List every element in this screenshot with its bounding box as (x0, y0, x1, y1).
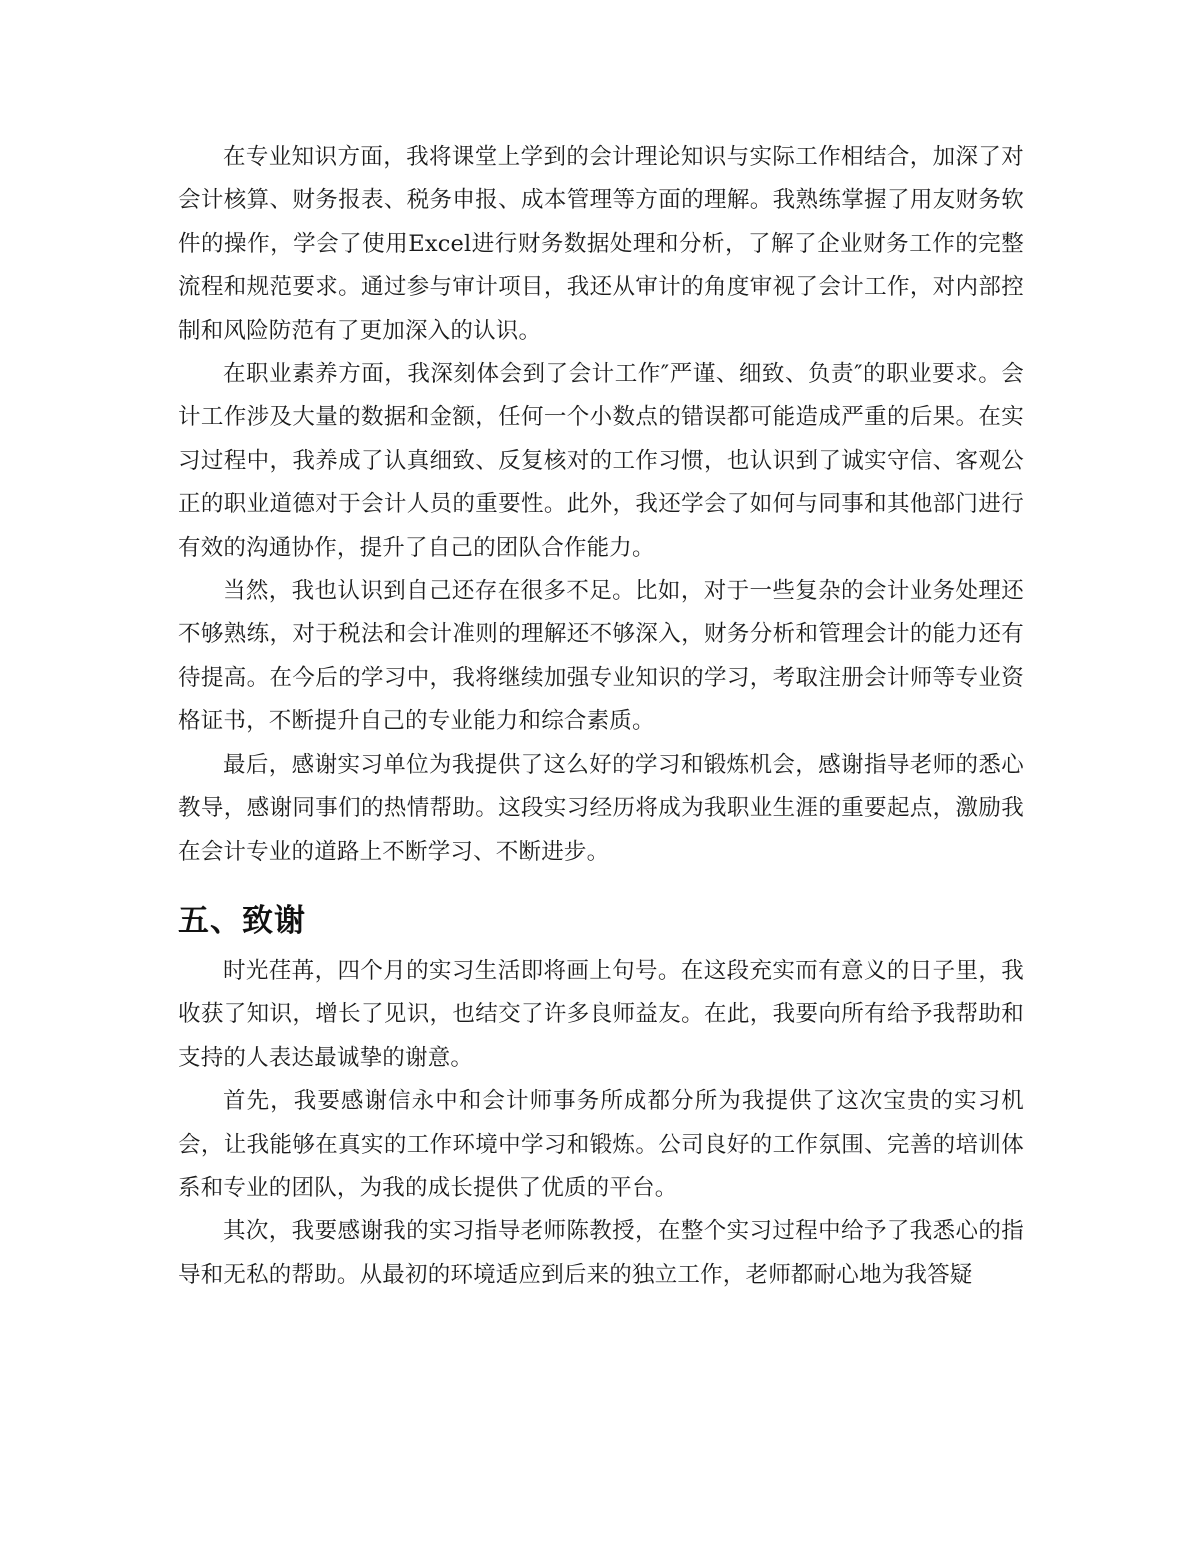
document-body (178, 136, 1024, 1297)
paragraph-acknowledgement-advisor: 其次，我要感谢我的实习指导老师陈教授，在整个实习过程中给予了我悉心的指导和无私的帮助。从最初的环境适应到后来的独立工作，老师都耐心地为我答疑 (178, 1218, 1024, 1288)
section-heading-acknowledgements: 五、致谢 (178, 902, 306, 939)
paragraph-professional-ethics: 在职业素养方面，我深刻体会到了会计工作″严谨、细致、负责″的职业要求。会计工作涉及大量的数据和金额，任何一个小数点的错误都可能造成严重的后果。在实习过程中，我养成了认真细致、反复核对的工作习惯，也认识到了诚实守信、客观公正的职业道德对于会计人员的重要性。此外，我还学会了如何与同事和其他部门进行有效的沟通协作，提升了自己的团队合作能力。 (178, 361, 1024, 561)
paragraph-acknowledgement-firm: 首先，我要感谢信永中和会计师事务所成都分所为我提供了这次宝贵的实习机会，让我能够在真实的工作环境中学习和锻炼。公司良好的工作氛围、完善的培训体系和专业的团队，为我的成长提供了优质的平台。 (178, 1088, 1024, 1201)
paragraph-professional-knowledge: 在专业知识方面，我将课堂上学到的会计理论知识与实际工作相结合，加深了对会计核算、财务报表、税务申报、成本管理等方面的理解。我熟练掌握了用友财务软件的操作，学会了使用Excel进行财务数据处理和分析，了解了企业财务工作的完整流程和规范要求。通过参与审计项目，我还从审计的角度审视了会计工作，对内部控制和风险防范有了更加深入的认识。 (178, 144, 1024, 344)
paragraph-final-thanks: 最后，感谢实习单位为我提供了这么好的学习和锻炼机会，感谢指导老师的悉心教导，感谢同事们的热情帮助。这段实习经历将成为我职业生涯的重要起点，激励我在会计专业的道路上不断学习、不断进步。 (178, 751, 1024, 865)
paragraph-acknowledgement-intro: 时光荏苒，四个月的实习生活即将画上句号。在这段充实而有意义的日子里，我收获了知识，增长了见识，也结交了许多良师益友。在此，我要向所有给予我帮助和支持的人表达最诚挚的谢意。 (178, 957, 1024, 1071)
paragraph-shortcomings: 当然，我也认识到自己还存在很多不足。比如，对于一些复杂的会计业务处理还不够熟练，对于税法和会计准则的理解还不够深入，财务分析和管理会计的能力还有待提高。在今后的学习中，我将继续加强专业知识的学习，考取注册会计师等专业资格证书，不断提升自己的专业能力和综合素质。 (178, 578, 1024, 735)
